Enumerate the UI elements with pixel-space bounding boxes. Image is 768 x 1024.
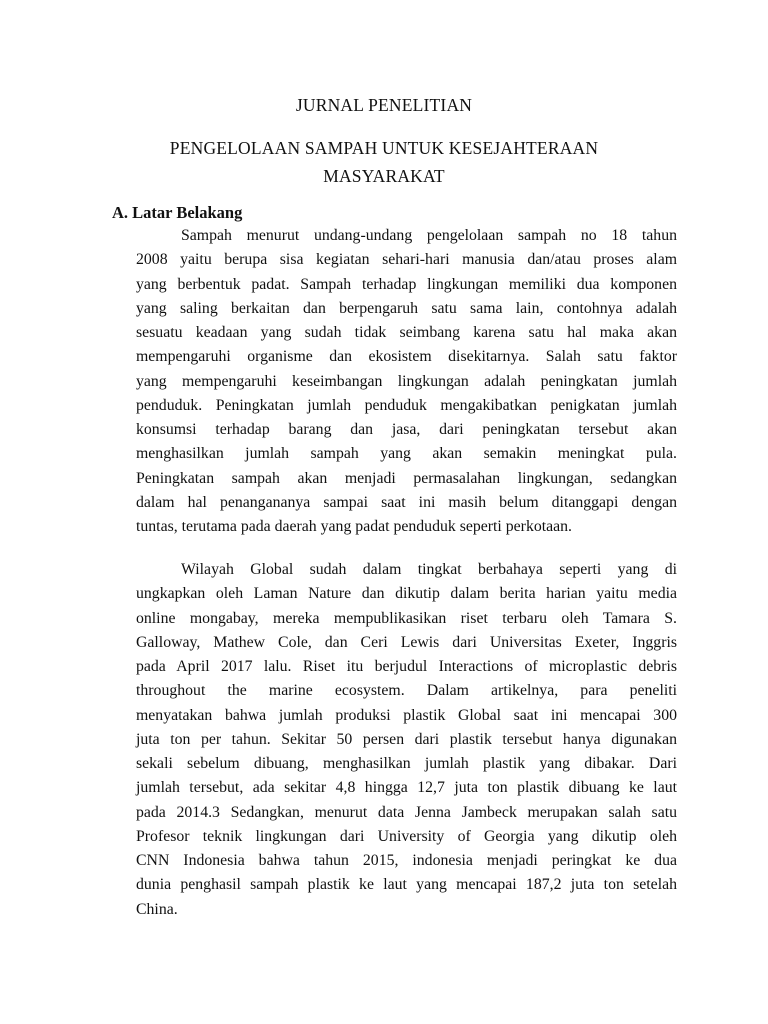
paragraph-global-plastic	[136, 558, 677, 922]
paragraph-line: Peningkatan sampah akan menjadi permasalahan lingkungan, sedangkan	[136, 469, 677, 487]
paragraph-line: CNN Indonesia bahwa tahun 2015, indonesia menjadi peringkat ke dua	[136, 852, 677, 869]
paragraph-line: pada April 2017 lalu. Riset itu berjudul Interactions of microplastic debris	[136, 658, 677, 675]
paragraph-line: juta ton per tahun. Sekitar 50 persen dari plastik tersebut hanya digunakan	[136, 730, 677, 748]
paragraph-line: tuntas, terutama pada daerah yang padat penduduk seperti perkotaan.	[136, 518, 572, 535]
journal-title: JURNAL PENELITIAN	[295, 95, 473, 115]
paragraph-line: China.	[136, 900, 178, 918]
paragraph-line: konsumsi terhadap barang dan jasa, dari peningkatan tersebut akan	[136, 421, 677, 438]
paragraph-line: 2008 yaitu berupa sisa kegiatan sehari-hari manusia dan/atau proses alam	[136, 251, 677, 269]
paragraph-line: throughout the marine ecosystem. Dalam artikelnya, para peneliti	[136, 682, 677, 700]
paper-title	[0, 134, 768, 190]
paragraph-line: yang berbentuk padat. Sampah terhadap lingkungan memiliki dua komponen	[136, 275, 677, 293]
paragraph-line: ungkapkan oleh Laman Nature dan dikutip dalam berita harian yaitu media	[136, 585, 677, 603]
paragraph-line: yang saling berkaitan dan berpengaruh satu sama lain, contohnya adalah	[136, 299, 677, 317]
paragraph-line: dunia penghasil sampah plastik ke laut yang mencapai 187,2 juta ton setelah	[136, 876, 677, 894]
paragraph-background	[136, 224, 677, 539]
paragraph-line: sesuatu keadaan yang sudah tidak seimbang karena satu hal maka akan	[136, 324, 677, 341]
section-heading: A. Latar Belakang	[112, 203, 243, 222]
paragraph-line: menyatakan bahwa jumlah produksi plastik Global saat ini mencapai 300	[136, 706, 677, 724]
paragraph-line: Galloway, Mathew Cole, dan Ceri Lewis dari Universitas Exeter, Inggris	[136, 633, 677, 651]
paragraph-line: online mongabay, mereka mempublikasikan riset terbaru oleh Tamara S.	[136, 609, 677, 627]
paper-title-line: PENGELOLAAN SAMPAH UNTUK KESEJAHTERAAN	[169, 138, 599, 158]
paragraph-line: Sampah menurut undang-undang pengelolaan sampah no 18 tahun	[181, 227, 677, 244]
paragraph-line: yang mempengaruhi keseimbangan lingkungan adalah peningkatan jumlah	[136, 372, 677, 390]
paragraph-line: sekali sebelum dibuang, menghasilkan jumlah plastik yang dibakar. Dari	[136, 755, 677, 772]
paragraph-line: dalam hal penangananya sampai saat ini masih belum ditanggapi dengan	[136, 493, 677, 511]
paragraph-line: menghasilkan jumlah sampah yang akan semakin meningkat pula.	[136, 445, 677, 463]
paragraph-line: pada 2014.3 Sedangkan, menurut data Jenna Jambeck merupakan salah satu	[136, 803, 677, 821]
paragraph-line: mempengaruhi organisme dan ekosistem disekitarnya. Salah satu faktor	[136, 348, 677, 366]
paragraph-line: penduduk. Peningkatan jumlah penduduk mengakibatkan penigkatan jumlah	[136, 396, 677, 414]
paragraph-line: Profesor teknik lingkungan dari University of Georgia yang dikutip oleh	[136, 827, 677, 845]
paper-title-line: MASYARAKAT	[323, 166, 445, 186]
paragraph-line: jumlah tersebut, ada sekitar 4,8 hingga 12,7 juta ton plastik dibuang ke laut	[136, 779, 677, 797]
paragraph-line: Wilayah Global sudah dalam tingkat berbahaya seperti yang di	[181, 561, 677, 578]
